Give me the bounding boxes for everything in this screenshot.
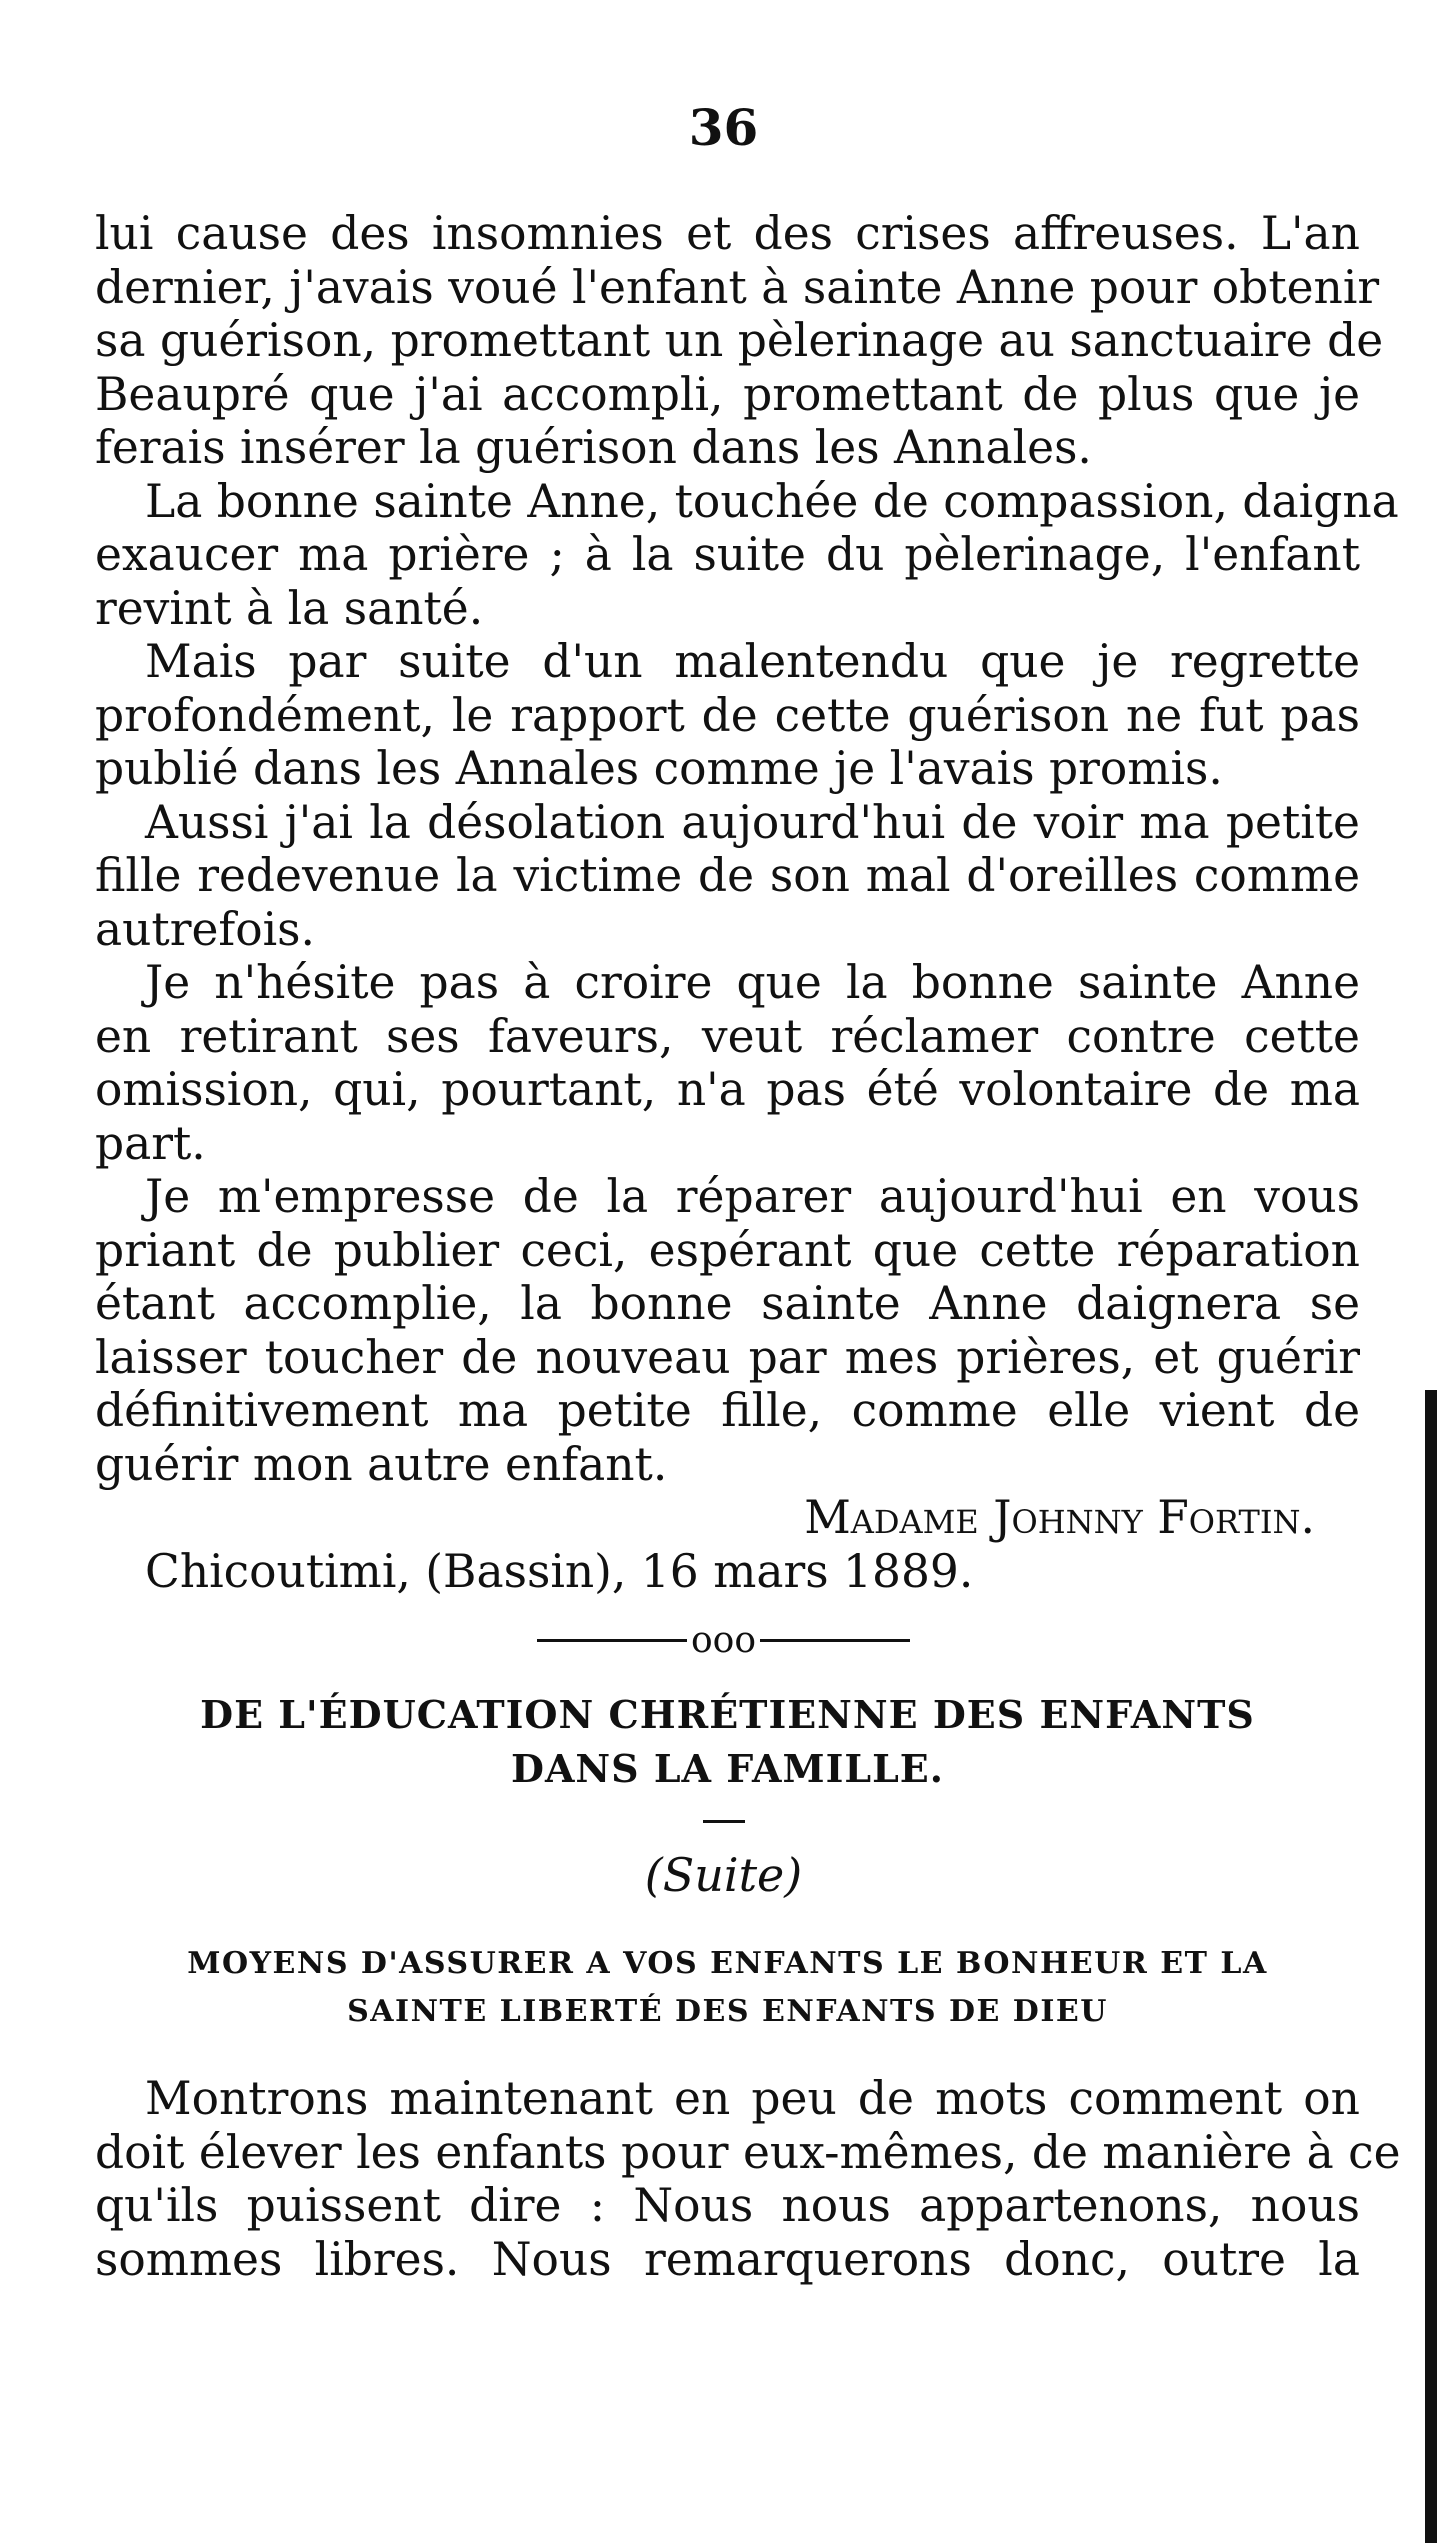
suite-label: (Suite) bbox=[644, 1848, 803, 1902]
text-line: dernier, j'avais voué l'enfant à sainte Anne pour obtenir bbox=[95, 260, 1380, 314]
text-line: sa guérison, promettant un pèlerinage au sanctuaire de bbox=[95, 314, 1384, 367]
short-divider bbox=[703, 1820, 745, 1823]
text-line: sommes libres. Nous remarquerons donc, outre la bbox=[95, 2232, 1360, 2286]
text-line: lui cause des insomnies et des crises affreuses. L'an bbox=[95, 207, 1360, 260]
text-line: priant de publier ceci, espérant que cette réparation bbox=[95, 1223, 1360, 1277]
text-line: profondément, le rapport de cette guérison ne fut pas bbox=[95, 688, 1360, 742]
text-line: La bonne sainte Anne, touchée de compassion, daigna bbox=[145, 474, 1399, 528]
ornament-rule-left bbox=[537, 1639, 687, 1642]
text-line: publié dans les Annales comme je l'avais promis. bbox=[95, 742, 1223, 795]
text-line: Mais par suite d'un malentendu que je regrette bbox=[145, 635, 1360, 688]
text-line: qu'ils puissent dire : Nous nous appartenons, nous bbox=[95, 2179, 1360, 2232]
text-line: omission, qui, pourtant, n'a pas été volontaire de ma bbox=[95, 1063, 1360, 1116]
text-line: Beaupré que j'ai accompli, promettant de plus que je bbox=[95, 367, 1360, 421]
text-line: autrefois. bbox=[95, 902, 315, 956]
section-title bbox=[95, 1688, 1360, 1796]
text-line: revint à la santé. bbox=[95, 581, 484, 635]
text-line: guérir mon autre enfant. bbox=[95, 1437, 668, 1491]
essay-text bbox=[95, 2072, 1401, 2286]
text-line: Aussi j'ai la désolation aujourd'hui de voir ma petite bbox=[145, 795, 1360, 849]
subtitle-line: MOYENS D'ASSURER A VOS ENFANTS LE BONHEUR ET LA bbox=[187, 1946, 1268, 1981]
section-title-line: DE L'ÉDUCATION CHRÉTIENNE DES ENFANTS bbox=[200, 1692, 1255, 1737]
text-line: étant accomplie, la bonne sainte Anne daignera se bbox=[95, 1277, 1360, 1330]
letter-text bbox=[95, 207, 1399, 1598]
ornament-circles: ooo bbox=[690, 1620, 757, 1661]
page-edge-shadow bbox=[1425, 1390, 1437, 2543]
section-title-line: DANS LA FAMILLE. bbox=[511, 1746, 944, 1791]
text-line: Je n'hésite pas à croire que la bonne sainte Anne bbox=[145, 956, 1360, 1009]
signature: Madame Johnny Fortin. bbox=[804, 1491, 1315, 1544]
ornament-rule-right bbox=[760, 1639, 910, 1642]
text-line: laisser toucher de nouveau par mes prières, et guérir bbox=[95, 1330, 1360, 1384]
text-line: doit élever les enfants pour eux-mêmes, de manière à ce bbox=[95, 2125, 1401, 2179]
subtitle bbox=[95, 1940, 1360, 2036]
subtitle-line: SAINTE LIBERTÉ DES ENFANTS DE DIEU bbox=[347, 1994, 1108, 2029]
text-line: ferais insérer la guérison dans les Annales. bbox=[95, 421, 1092, 474]
text-line: Je m'empresse de la réparer aujourd'hui en vous bbox=[145, 1170, 1360, 1223]
text-line: en retirant ses faveurs, veut réclamer contre cette bbox=[95, 1009, 1360, 1063]
section-ornament bbox=[0, 1620, 1447, 1661]
place-date: Chicoutimi, (Bassin), 16 mars 1889. bbox=[145, 1544, 974, 1598]
text-line: exaucer ma prière ; à la suite du pèlerinage, l'enfant bbox=[95, 528, 1360, 581]
text-line: Montrons maintenant en peu de mots comment on bbox=[145, 2072, 1360, 2125]
page-number: 36 bbox=[688, 98, 759, 157]
text-line: part. bbox=[95, 1116, 206, 1170]
text-line: fille redevenue la victime de son mal d'oreilles comme bbox=[95, 849, 1360, 902]
text-line: définitivement ma petite fille, comme elle vient de bbox=[95, 1384, 1360, 1437]
